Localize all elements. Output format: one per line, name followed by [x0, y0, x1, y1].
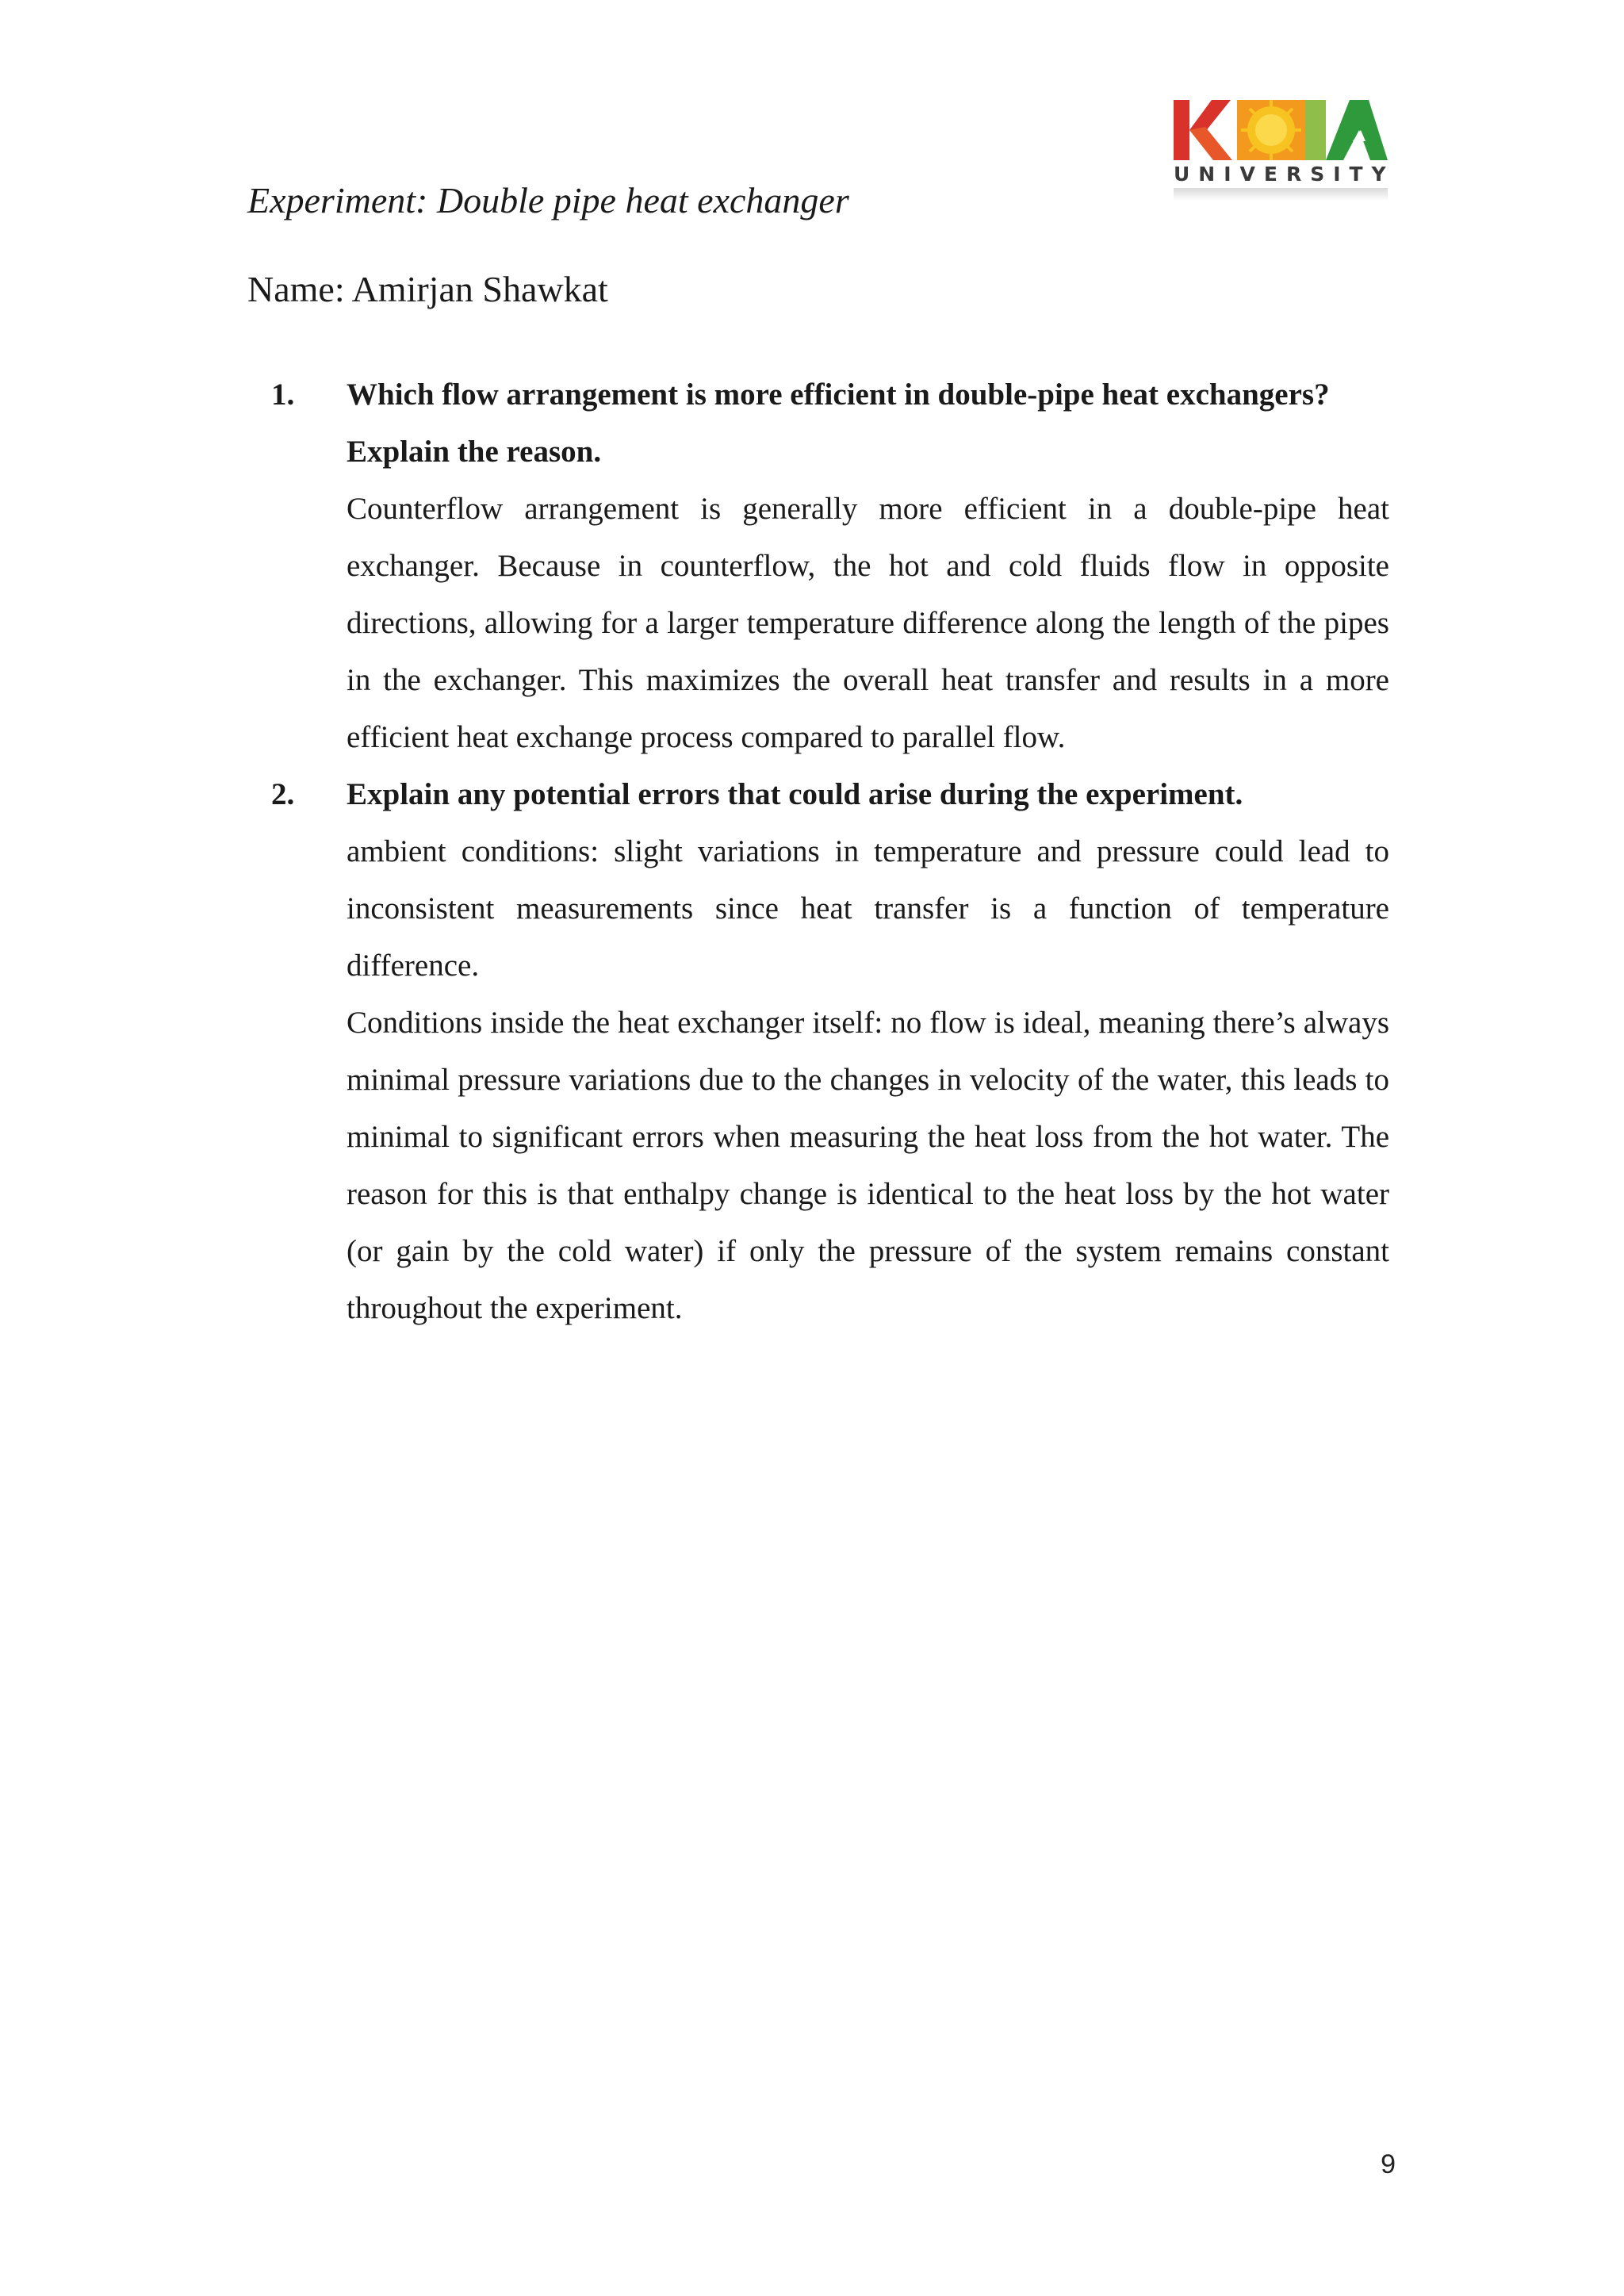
question-number: 2. [271, 777, 295, 811]
question-heading [247, 366, 1389, 481]
question-heading [247, 766, 1389, 823]
answer-paragraph: ambient conditions: slight variations in temperature and pressure could lead to inconsistent measurements since heat transfer is a function of temperature difference. [347, 834, 1389, 983]
question-item [247, 766, 1389, 1337]
experiment-title: Experiment: Double pipe heat exchanger [247, 180, 849, 220]
answer-paragraph: Counterflow arrangement is generally more efficient in a double-pipe heat exchanger. Because in counterflow, the hot and cold fluids flow in opposite directions, allowing for a larger temperature difference along the length of the pipes in the exchanger. This maximizes the overall heat transfer and results in a more efficient heat exchange process compared to parallel flow. [347, 492, 1389, 754]
logo-university-text: UNIVERSITY [1174, 163, 1395, 186]
questions-list [247, 366, 1389, 1337]
page-number: 9 [1381, 2149, 1396, 2179]
question-number: 1. [271, 378, 295, 412]
logo-reflection [1174, 188, 1388, 201]
question-item [247, 366, 1389, 766]
answer-paragraph: Conditions inside the heat exchanger itself: no flow is ideal, meaning there’s always minimal pressure variations due to the changes in velocity of the water, this leads to minimal to significant errors when measuring the heat loss from the hot water. The reason for this is that enthalpy change is identical to the heat loss by the hot water (or gain by the cold water) if only the pressure of the system remains constant throughout the experiment. [347, 1006, 1389, 1325]
question-text: Which flow arrangement is more efficient in double-pipe heat exchangers? Explain the reason. [347, 378, 1330, 469]
question-text: Explain any potential errors that could arise during the experiment. [347, 777, 1243, 811]
student-name: Name: Amirjan Shawkat [247, 269, 608, 309]
